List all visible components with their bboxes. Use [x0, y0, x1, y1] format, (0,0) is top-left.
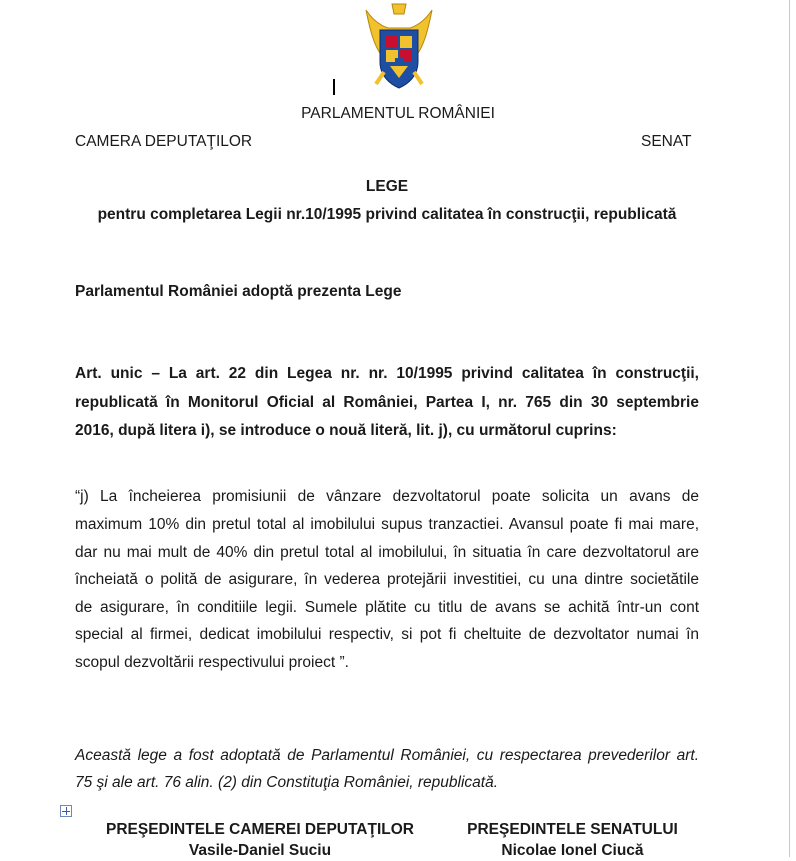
coat-of-arms-icon [358, 0, 440, 92]
law-title: pentru completarea Legii nr.10/1995 privind calitatea în construcţii, republicată [97, 206, 677, 223]
quote-line: “j) La încheierea promisiunii de vânzare dezvoltatorul poate solicita un avans de [75, 488, 699, 505]
text-cursor [333, 79, 335, 95]
signature-right [440, 819, 705, 861]
quote-line: de asigurare, în conditiile legii. Sumele plătite cu titlu de avans se achită într-un cont [75, 599, 699, 616]
senate-label: SENAT [641, 133, 692, 150]
quote-line: scopul dezvoltării respectivului proiect ”. [75, 654, 349, 671]
article-line: Art. unic – La art. 22 din Legea nr. nr. 10/1995 privind calitatea în construcţii, [75, 365, 699, 382]
quote-line: special al firmei, dedicat imobilului respectiv, si pot fi cheltuite de dezvoltator numai în [75, 626, 699, 643]
signature-left [80, 819, 440, 861]
chamber-deputies-label: CAMERA DEPUTAŢILOR [75, 133, 253, 150]
signature-right-name: Nicolae Ionel Ciucă [501, 842, 644, 859]
parliament-header: PARLAMENTUL ROMÂNIEI [301, 105, 495, 122]
table-move-handle-icon[interactable] [60, 805, 72, 817]
article-line: 2016, după litera i), se introduce o nouă literă, lit. j), cu următorul cuprins: [75, 422, 617, 439]
closing-line: 75 şi ale art. 76 alin. (2) din Constituţia României, republicată. [75, 774, 499, 791]
page-edge [789, 0, 790, 857]
signature-left-name: Vasile-Daniel Suciu [188, 842, 332, 859]
signature-left-title: PREŞEDINTELE CAMEREI DEPUTAŢILOR [105, 821, 414, 838]
law-heading: LEGE [365, 178, 409, 195]
adoption-statement: Parlamentul României adoptă prezenta Lege [75, 283, 402, 300]
quote-line: maximum 10% din pretul total al imobilului supus tranzactiei. Avansul poate fi mai mare, [75, 516, 699, 533]
article-line: republicată în Monitorul Oficial al României, Partea I, nr. 765 din 30 septembrie [75, 394, 699, 411]
closing-line: Această lege a fost adoptată de Parlamentul României, cu respectarea prevederilor art. [75, 747, 699, 764]
quote-line: dar nu mai mult de 40% din pretul total al imobilului, în situatia în care dezvoltatorul are [75, 544, 699, 561]
signature-right-title: PREŞEDINTELE SENATULUI [467, 821, 678, 838]
quote-line: încheiată o polită de asigurare, în vederea protejării investitiei, cu una dintre societătile [75, 571, 699, 588]
